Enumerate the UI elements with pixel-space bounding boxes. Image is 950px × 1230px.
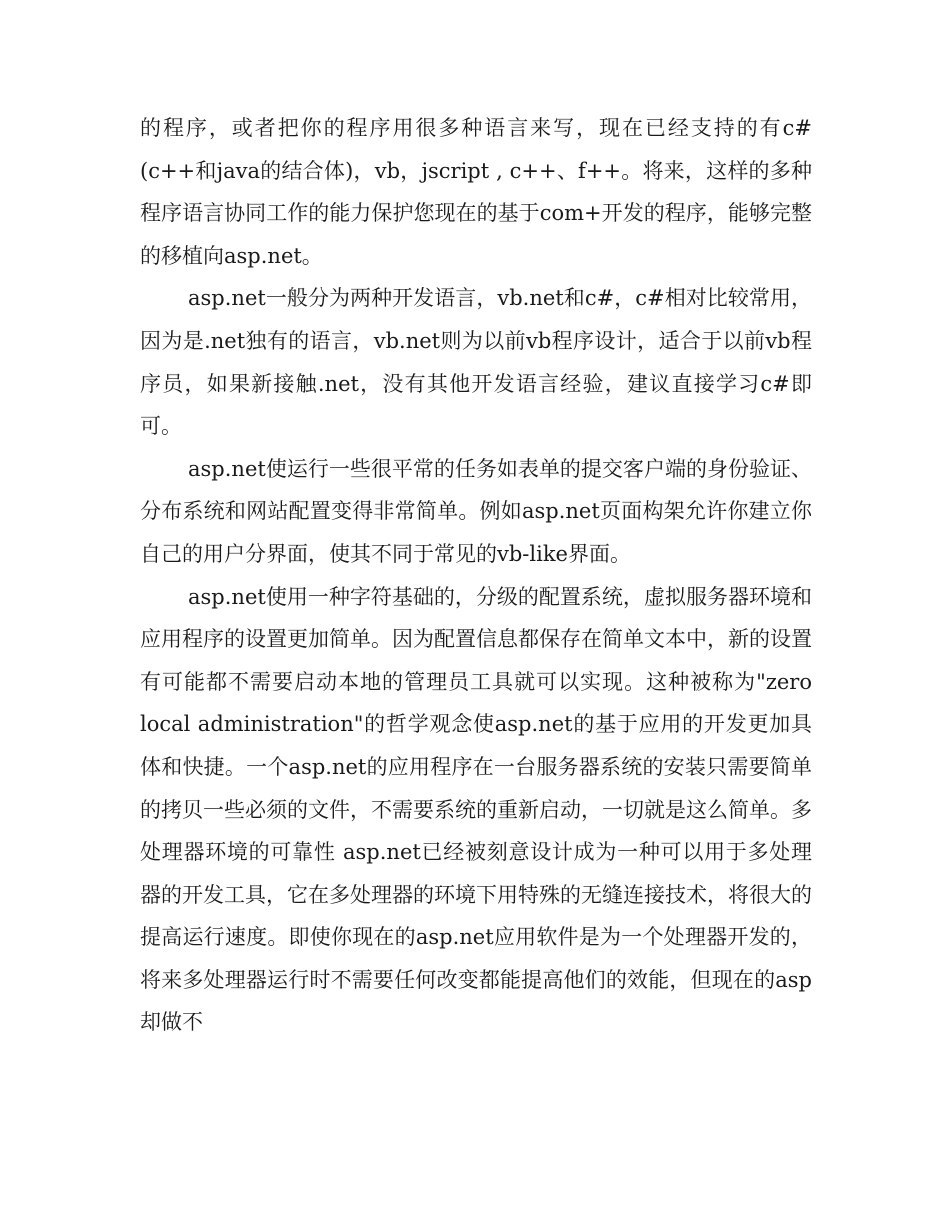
paragraph-common-tasks: asp.net使运行一些很平常的任务如表单的提交客户端的身份验证、分布系统和网站配置变得非常简单。例如asp.net页面构架允许你建立你自己的用户分界面，使其不同于常见的vb-like界面。 <box>140 456 812 566</box>
paragraph-dev-languages: asp.net一般分为两种开发语言，vb.net和c#，c#相对比较常用，因为是.net独有的语言，vb.net则为以前vb程序设计，适合于以前vb程序员，如果新接触.net，没有其他开发语言经验，建议直接学习c#即可。 <box>140 286 812 439</box>
paragraph-continued: 的程序，或者把你的程序用很多种语言来写，现在已经支持的有c#(c++和java的结合体)，vb，jscript , c++、f++。将来，这样的多种程序语言协同工作的能力保护您现在的基于com+开发的程序，能够完整的移植向asp.net。 <box>140 116 812 268</box>
paragraph-configuration: asp.net使用一种字符基础的，分级的配置系统，虚拟服务器环境和应用程序的设置更加简单。因为配置信息都保存在简单文本中，新的设置有可能都不需要启动本地的管理员工具就可以实现。这种被称为"zero local administration"的哲学观念使asp.net的基于应用的开发更加具体和快捷。一个asp.net的应用程序在一台服务器系统的安装只需要简单的拷贝一些必须的文件，不需要系统的重新启动，一切就是这么简单。多处理器环境的可靠性 asp.net已经被刻意设计成为一种可以用于多处理器的开发工具，它在多处理器的环境下用特殊的无缝连接技术，将很大的提高运行速度。即使你现在的asp.net应用软件是为一个处理器开发的，将来多处理器运行时不需要任何改变都能提高他们的效能，但现在的asp却做不 <box>140 584 812 1035</box>
document-body <box>140 107 812 1044</box>
